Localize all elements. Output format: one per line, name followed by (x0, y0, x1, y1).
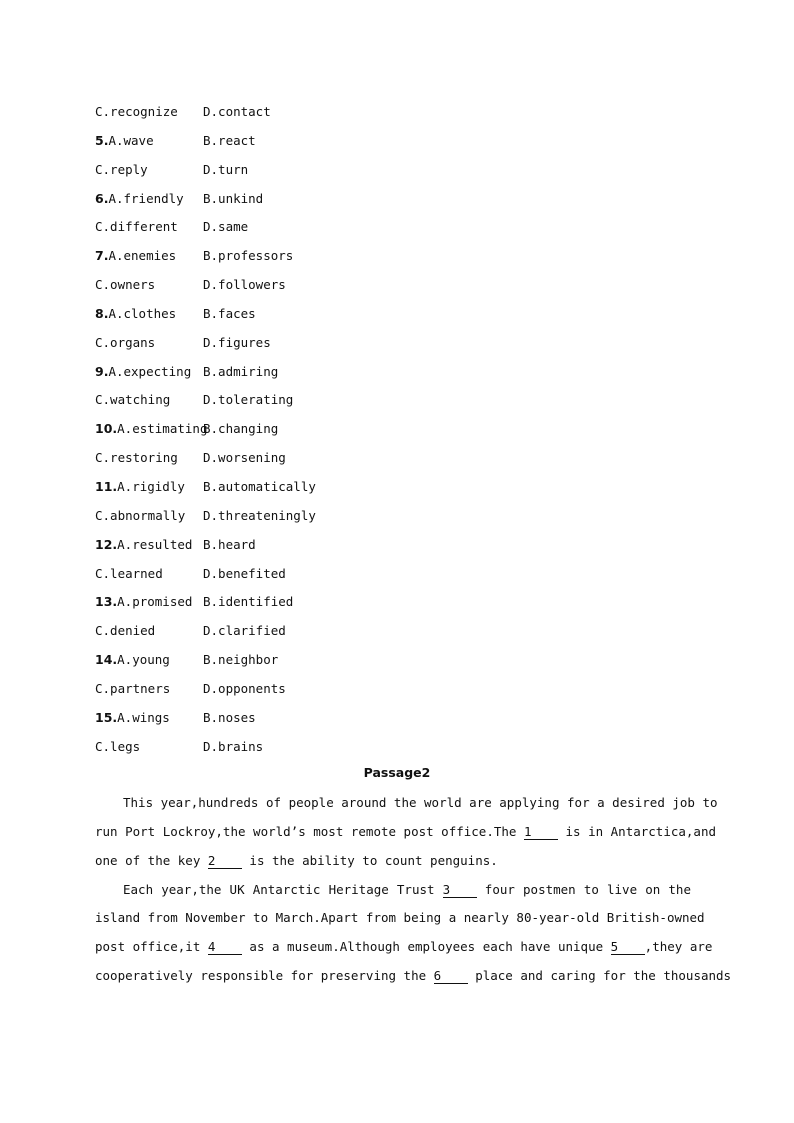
option-b: B.identified (203, 594, 294, 610)
option-row (95, 564, 715, 593)
option-b: B.admiring (203, 363, 279, 379)
option-c: C.owners (95, 277, 156, 293)
option-row (95, 535, 715, 564)
passage-line: one of the key 2 is the ability to count penguins. (95, 852, 498, 868)
option-b: B.changing (203, 421, 279, 437)
option-row (95, 362, 715, 391)
option-a: A.wings (117, 709, 170, 725)
option-a: A.friendly (108, 190, 184, 206)
option-c: C.restoring (95, 450, 178, 466)
option-a: A.resulted (117, 536, 193, 552)
option-a: A.clothes (108, 305, 177, 321)
option-a: A.expecting (108, 363, 192, 379)
option-c: C.recognize (95, 104, 178, 119)
option-b: B.professors (203, 248, 294, 264)
option-a: A.estimating (117, 421, 208, 437)
option-d: D.same (203, 219, 249, 235)
option-c: C.watching (95, 392, 171, 408)
blank-2: 2 (208, 853, 242, 869)
option-a: A.wave (108, 132, 154, 148)
option-d: D.figures (203, 334, 271, 350)
option-row (95, 217, 715, 246)
option-row (95, 419, 715, 448)
option-row (95, 189, 715, 218)
option-b: B.neighbor (203, 652, 279, 668)
question-number: 6. (95, 190, 109, 206)
option-row (95, 275, 715, 304)
option-d: D.tolerating (203, 392, 294, 408)
option-b: B.automatically (203, 478, 316, 494)
blank-3: 3 (443, 882, 477, 898)
option-row (95, 477, 715, 506)
option-c: C.reply (95, 161, 148, 177)
option-b: B.heard (203, 536, 256, 552)
option-c: C.learned (95, 565, 163, 581)
option-row (95, 102, 715, 131)
option-d: D.worsening (203, 450, 286, 466)
passage-line: cooperatively responsible for preserving the 6 place and caring for the thousands (95, 968, 732, 984)
option-d: D.brains (203, 738, 264, 754)
passage-line: This year,hundreds of people around the world are applying for a desired job to (123, 795, 718, 810)
option-row (95, 708, 715, 737)
option-c: C.denied (95, 623, 156, 639)
option-row (95, 448, 715, 477)
question-number: 13. (95, 594, 118, 610)
option-row (95, 246, 715, 275)
question-number: 9. (95, 363, 109, 379)
option-row (95, 592, 715, 621)
option-row (95, 506, 715, 535)
option-d: D.threateningly (203, 507, 316, 523)
option-d: D.turn (203, 161, 249, 177)
question-number: 7. (95, 248, 109, 264)
question-number: 11. (95, 478, 118, 494)
passage-title: Passage2 (363, 765, 431, 780)
option-b: B.unkind (203, 190, 264, 206)
option-row (95, 304, 715, 333)
question-number: 12. (95, 536, 118, 552)
blank-4: 4 (208, 939, 242, 955)
option-c: C.abnormally (95, 507, 186, 523)
blank-1: 1 (524, 824, 558, 840)
option-row (95, 333, 715, 362)
passage-line: Each year,the UK Antarctic Heritage Trust 3 four postmen to live on the (123, 881, 691, 897)
option-a: A.enemies (108, 248, 177, 264)
blank-6: 6 (434, 968, 468, 984)
option-row (95, 390, 715, 419)
option-a: A.young (117, 652, 170, 668)
question-number: 15. (95, 709, 118, 725)
option-d: D.benefited (203, 565, 286, 581)
passage-line: run Port Lockroy,the world’s most remote post office.The 1 is in Antarctica,and (95, 823, 717, 839)
question-number: 10. (95, 421, 118, 437)
question-number: 5. (95, 132, 109, 148)
question-number: 14. (95, 652, 118, 668)
answer-options-list (95, 102, 715, 765)
question-number: 8. (95, 305, 109, 321)
option-d: D.clarified (203, 623, 286, 639)
option-d: D.opponents (203, 680, 286, 696)
option-b: B.faces (203, 305, 256, 321)
option-row (95, 737, 715, 766)
passage-line: island from November to March.Apart from being a nearly 80-year-old British-owned (95, 910, 705, 926)
option-b: B.noses (203, 709, 256, 725)
option-row (95, 131, 715, 160)
option-row (95, 160, 715, 189)
option-c: C.different (95, 219, 178, 235)
passage-text (95, 793, 732, 995)
option-a: A.promised (117, 594, 193, 610)
option-row (95, 621, 715, 650)
passage-line: post office,it 4 as a museum.Although employees each have unique 5 ,they are (95, 939, 713, 955)
option-row (95, 650, 715, 679)
option-c: C.legs (95, 738, 141, 754)
option-d: D.contact (203, 104, 271, 119)
option-d: D.followers (203, 277, 286, 293)
option-row (95, 679, 715, 708)
option-a: A.rigidly (117, 478, 185, 494)
option-c: C.partners (95, 680, 171, 696)
option-c: C.organs (95, 334, 156, 350)
option-b: B.react (203, 132, 256, 148)
blank-5: 5 (611, 939, 645, 955)
